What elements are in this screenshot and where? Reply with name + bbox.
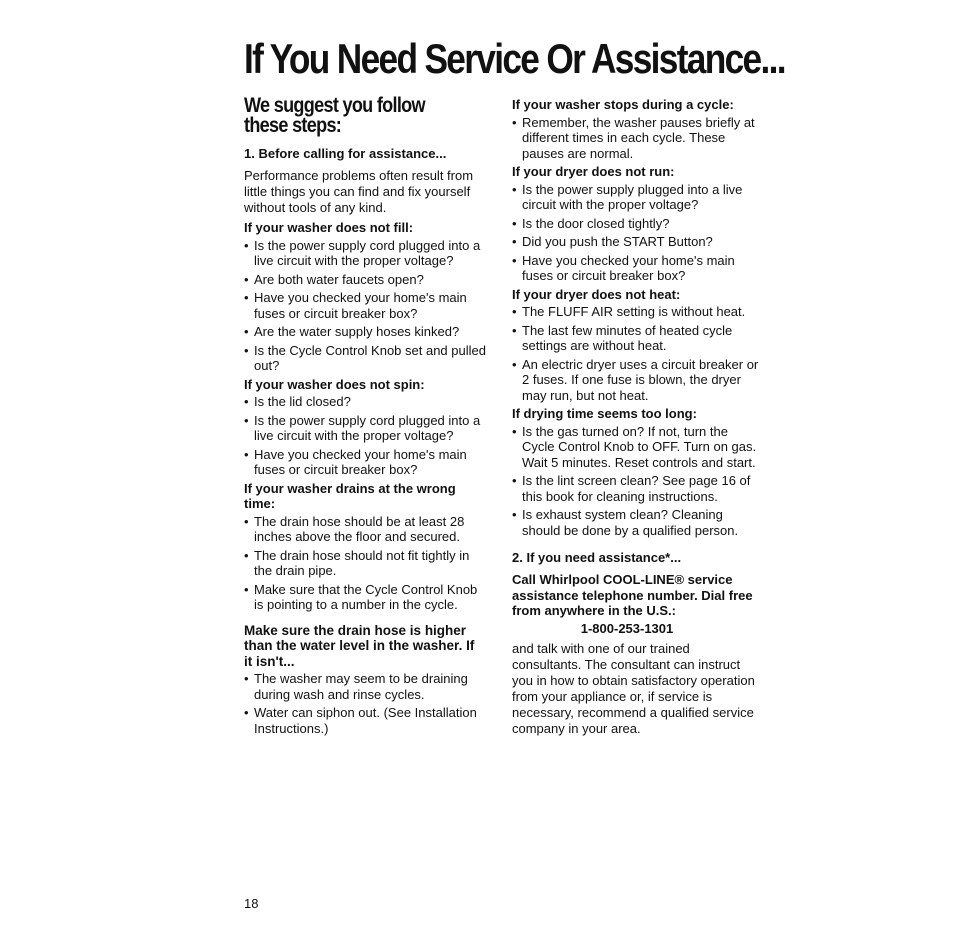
checklist-item: • Is the Cycle Control Knob set and pulled out? bbox=[244, 343, 486, 374]
checklist-item: • Remember, the washer pauses briefly at different times in each cycle. These pauses are normal. bbox=[512, 115, 762, 162]
checklist-item: • Is the power supply cord plugged into a live circuit with the proper voltage? bbox=[244, 238, 486, 269]
section-need-assistance: 2. If you need assistance*... bbox=[512, 550, 682, 565]
checklist bbox=[512, 182, 762, 284]
checklist-item: • Is the lid closed? bbox=[244, 394, 486, 410]
checklist-item: • The washer may seem to be draining during wash and rinse cycles. bbox=[244, 671, 486, 702]
page-number: 18 bbox=[244, 896, 259, 911]
right-column bbox=[512, 94, 762, 741]
checklist bbox=[244, 238, 486, 374]
checklist-item: • Have you checked your home's main fuses or circuit breaker box? bbox=[244, 290, 486, 321]
left-column bbox=[244, 96, 486, 739]
checklist-item: • Make sure that the Cycle Control Knob is pointing to a number in the cycle. bbox=[244, 582, 486, 613]
group-heading: If your washer does not fill: bbox=[244, 220, 414, 235]
group-heading: If your dryer does not run: bbox=[512, 164, 675, 179]
checklist bbox=[244, 514, 486, 613]
checklist-item: • An electric dryer uses a circuit breaker or 2 fuses. If one fuse is blown, the dryer may run, but not heat. bbox=[512, 357, 762, 404]
group-heading: Make sure the drain hose is higher than the water level in the washer. If it isn't... bbox=[244, 622, 475, 669]
checklist-item: • Is the gas turned on? If not, turn the Cycle Control Knob to OFF. Turn on gas. Wait 5 minutes. Reset controls and start. bbox=[512, 424, 762, 471]
checklist bbox=[244, 671, 486, 736]
checklist-item: • Have you checked your home's main fuses or circuit breaker box? bbox=[512, 253, 762, 284]
checklist bbox=[512, 424, 762, 539]
group-heading: If drying time seems too long: bbox=[512, 406, 697, 421]
call-instructions: Call Whirlpool COOL-LINE® service assistance telephone number. Dial free from anywhere in the U.S.: bbox=[512, 572, 753, 618]
page-title: If You Need Service Or Assistance... bbox=[244, 35, 785, 82]
group-heading: If your washer drains at the wrong time: bbox=[244, 480, 456, 511]
checklist-item: • Did you push the START Button? bbox=[512, 234, 762, 250]
checklist-item: • Have you checked your home's main fuses or circuit breaker box? bbox=[244, 447, 486, 478]
intro-paragraph: Performance problems often result from little things you can find and fix yourself without tools of any kind. bbox=[244, 168, 474, 215]
checklist-item: • Are both water faucets open? bbox=[244, 272, 486, 288]
group-heading: If your dryer does not heat: bbox=[512, 286, 681, 302]
checklist-item: • Water can siphon out. (See Installation Instructions.) bbox=[244, 705, 486, 736]
checklist-item: • Are the water supply hoses kinked? bbox=[244, 324, 486, 340]
group-heading: If your washer stops during a cycle: bbox=[512, 97, 734, 112]
group-heading: If your washer does not spin: bbox=[244, 376, 425, 392]
phone-number: 1-800-253-1301 bbox=[580, 620, 674, 636]
checklist-item: • The last few minutes of heated cycle settings are without heat. bbox=[512, 323, 762, 354]
closing-paragraph: and talk with one of our trained consultants. The consultant can instruct you in how to obtain satisfactory operation from your appliance or, if service is necessary, recommend a qualified service company in your area. bbox=[512, 640, 755, 736]
checklist-item: • Is the lint screen clean? See page 16 of this book for cleaning instructions. bbox=[512, 473, 762, 504]
checklist-item: • Is the power supply cord plugged into a live circuit with the proper voltage? bbox=[244, 413, 486, 444]
checklist-item: • Is the door closed tightly? bbox=[512, 216, 762, 232]
checklist bbox=[512, 115, 762, 162]
checklist bbox=[512, 304, 762, 403]
section-before-calling: 1. Before calling for assistance... bbox=[244, 146, 447, 161]
checklist-item: • Is exhaust system clean? Cleaning should be done by a qualified person. bbox=[512, 507, 762, 538]
checklist-item: • Is the power supply plugged into a live circuit with the proper voltage? bbox=[512, 182, 762, 213]
checklist-item: • The drain hose should be at least 28 inches above the floor and secured. bbox=[244, 514, 486, 545]
steps-subheading: We suggest you follow these steps: bbox=[244, 94, 425, 137]
checklist-item: • The FLUFF AIR setting is without heat. bbox=[512, 304, 762, 320]
checklist-item: • The drain hose should not fit tightly in the drain pipe. bbox=[244, 548, 486, 579]
checklist bbox=[244, 394, 486, 478]
